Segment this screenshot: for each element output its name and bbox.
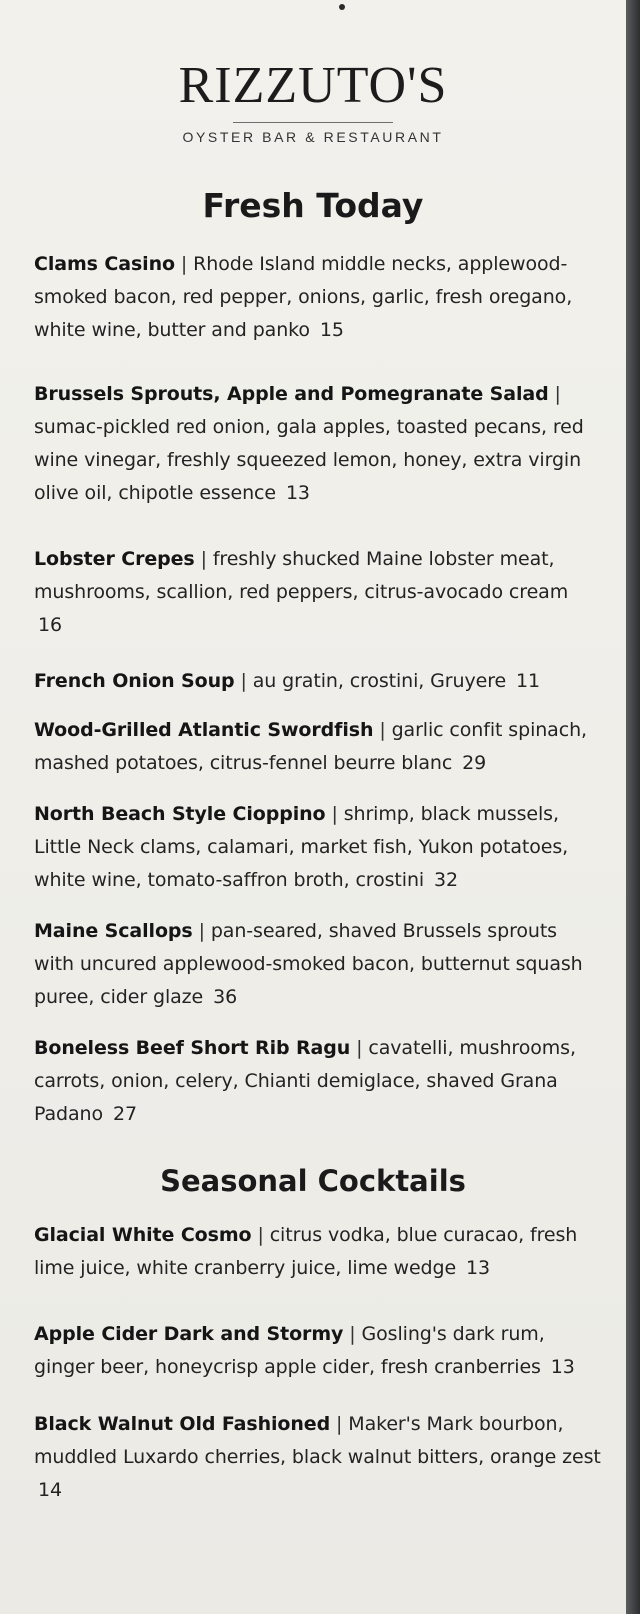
menu-item <box>34 1318 602 1384</box>
menu-item-name: Maine Scallops <box>34 920 193 942</box>
separator: | <box>379 719 392 741</box>
menu-item <box>34 378 602 510</box>
menu-item <box>34 714 602 780</box>
separator: | <box>180 253 194 275</box>
menu-item-name: Lobster Crepes <box>34 548 195 570</box>
menu-item-description: Rhode Island middle necks, applewood-smoked bacon, red pepper, onions, garlic, fresh oregano, white wine, butter and panko <box>34 253 573 341</box>
restaurant-name: RIZZUTO'S <box>178 57 448 114</box>
menu-item <box>34 1032 602 1131</box>
menu-item <box>34 1219 602 1285</box>
separator: | <box>336 1413 349 1435</box>
menu-item-description: shrimp, black mussels, Little Neck clams, calamari, market fish, Yukon potatoes, white wine, tomato-saffron broth, crostini <box>34 803 569 891</box>
menu-item-name: French Onion Soup <box>34 670 235 692</box>
menu-item <box>34 543 602 642</box>
menu-item-description: au gratin, crostini, Gruyere <box>252 670 507 692</box>
separator: | <box>257 1224 270 1246</box>
menu-item <box>34 248 602 347</box>
section-title-fresh-today: Fresh Today <box>202 186 424 225</box>
menu-item-name: North Beach Style Cioppino <box>34 803 326 825</box>
separator: | <box>240 670 253 692</box>
menu-item-description: Maker's Mark bourbon, muddled Luxardo cherries, black walnut bitters, orange zest <box>34 1413 601 1468</box>
menu-item-price: 36 <box>213 986 238 1008</box>
separator: | <box>356 1037 369 1059</box>
menu-item-name: Glacial White Cosmo <box>34 1224 252 1246</box>
menu-item-name: Wood-Grilled Atlantic Swordfish <box>34 719 374 741</box>
section-title-seasonal-cocktails: Seasonal Cocktails <box>160 1164 466 1198</box>
separator: | <box>198 920 211 942</box>
menu-item <box>34 798 602 897</box>
restaurant-tagline: OYSTER BAR & RESTAURANT <box>182 129 444 145</box>
separator: | <box>554 383 561 405</box>
menu-item-name: Boneless Beef Short Rib Ragu <box>34 1037 351 1059</box>
menu-item-name: Apple Cider Dark and Stormy <box>34 1323 344 1345</box>
menu-item-description: citrus vodka, blue curacao, fresh lime juice, white cranberry juice, lime wedge <box>34 1224 578 1279</box>
background-edge <box>626 0 640 1614</box>
menu-item-price: 16 <box>38 614 62 636</box>
menu-item-description: pan-seared, shaved Brussels sprouts with uncured applewood-smoked bacon, butternut squash puree, cider glaze <box>34 920 583 1008</box>
separator: | <box>349 1323 362 1345</box>
menu-item-price: 14 <box>38 1479 62 1501</box>
menu-item-name: Black Walnut Old Fashioned <box>34 1413 331 1435</box>
menu-item-price: 11 <box>516 670 541 692</box>
menu-item-price: 29 <box>462 752 487 774</box>
menu-item <box>34 915 602 1014</box>
menu-item-description: freshly shucked Maine lobster meat, mushrooms, scallion, red peppers, citrus-avocado cream <box>34 548 569 603</box>
menu-item-price: 13 <box>285 482 310 504</box>
menu-item-price: 27 <box>112 1103 137 1125</box>
menu-item-description: cavatelli, mushrooms, carrots, onion, celery, Chianti demiglace, shaved Grana Padano <box>34 1037 576 1125</box>
menu-item-price: 13 <box>466 1257 491 1279</box>
menu-item-description: Gosling's dark rum, ginger beer, honeycrisp apple cider, fresh cranberries <box>34 1323 545 1378</box>
menu-item-name: Brussels Sprouts, Apple and Pomegranate Salad <box>34 383 549 405</box>
menu-item <box>34 665 602 698</box>
menu-item-price: 13 <box>550 1356 575 1378</box>
menu-item-price: 32 <box>434 869 458 891</box>
punch-hole <box>339 4 345 10</box>
separator: | <box>200 548 213 570</box>
brand-divider <box>233 122 393 123</box>
menu-item-name: Clams Casino <box>34 253 175 275</box>
menu-item-price: 15 <box>319 319 344 341</box>
menu-item <box>34 1408 602 1507</box>
menu-item-description: sumac-pickled red onion, gala apples, toasted pecans, red wine vinegar, freshly squeezed lemon, honey, extra virgin olive oil, chipotle essence <box>34 416 584 504</box>
menu-item-description: garlic confit spinach, mashed potatoes, citrus-fennel beurre blanc <box>34 719 587 774</box>
separator: | <box>331 803 344 825</box>
